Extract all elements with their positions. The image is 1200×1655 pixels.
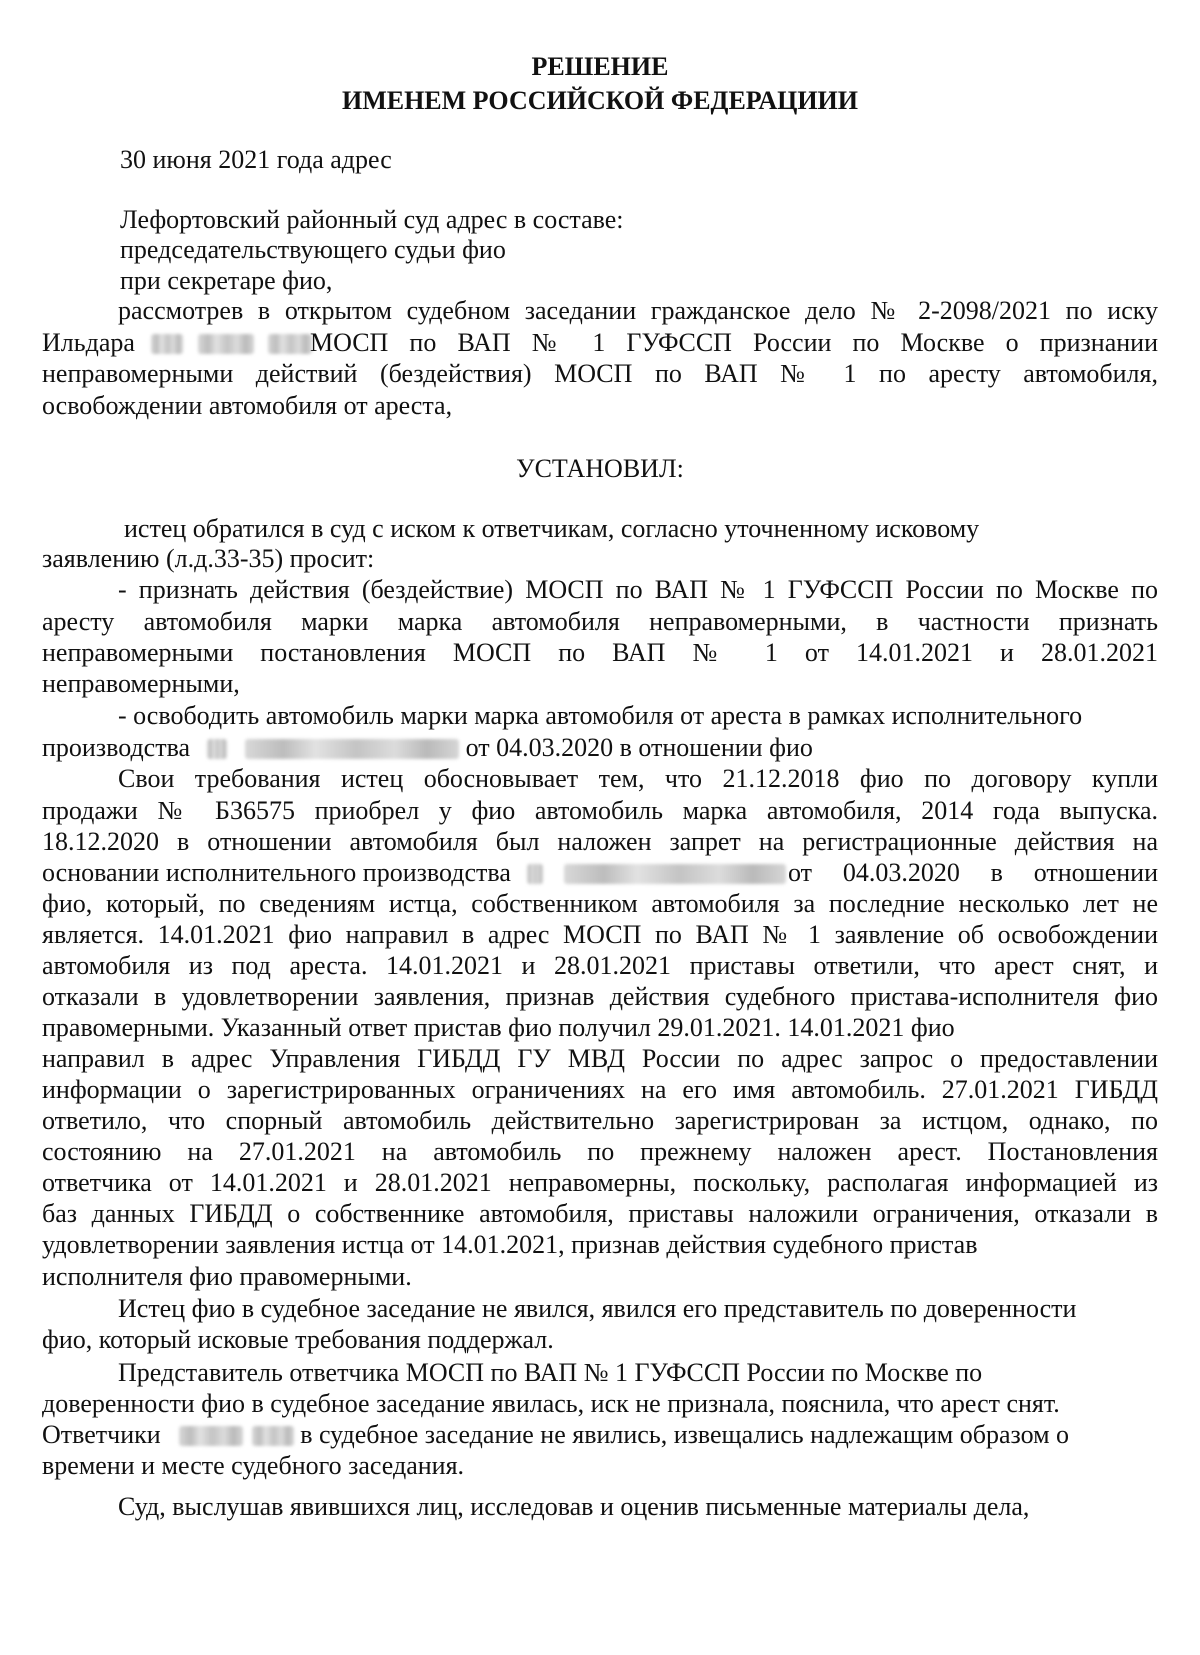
case-line-3: неправомерными действий (бездействия) МОСП по ВАП № 1 по аресту автомобиля, bbox=[42, 359, 1158, 388]
redacted-defendant bbox=[179, 1426, 243, 1446]
case-line-4: освобождении автомобиля от ареста, bbox=[42, 391, 453, 420]
paragraph-line: отказали в удовлетворении заявления, признав действия судебного пристава-исполнителя фио bbox=[42, 982, 1158, 1011]
paragraph-line: удовлетворении заявления истца от 14.01.2021, признав действия судебного пристав bbox=[42, 1230, 978, 1259]
redacted-case-number bbox=[245, 739, 459, 759]
date-line: 30 июня 2021 года адрес bbox=[120, 145, 392, 174]
enforcement-date-text: от 04.03.2020 в отношении фио bbox=[465, 733, 813, 762]
paragraph-line: неправомерными постановления МОСП по ВАП № 1 от 14.01.2021 и 28.01.2021 bbox=[42, 638, 1158, 667]
paragraph-line: неправомерными, bbox=[42, 669, 240, 698]
redacted-surname bbox=[151, 334, 183, 354]
redacted-case-number bbox=[527, 864, 543, 884]
paragraph-line: ответчика от 14.01.2021 и 28.01.2021 неправомерны, поскольку, располагая информацией из bbox=[42, 1168, 1158, 1197]
paragraph-line: Истец фио в судебное заседание не явился, явился его представитель по доверенности bbox=[118, 1294, 1077, 1323]
paragraph-line bbox=[42, 856, 786, 890]
paragraph-line: доверенности фио в судебное заседание явилась, иск не признала, пояснила, что арест снят. bbox=[42, 1389, 1060, 1418]
paragraph-line: фио, который, по сведениям истца, собственником автомобиля за последние несколько лет не bbox=[42, 889, 1158, 918]
defendants-text: в судебное заседание не явились, извещались надлежащим образом о bbox=[300, 1420, 1070, 1449]
paragraph-line: направил в адрес Управления ГИБДД ГУ МВД России по адрес запрос о предоставлении bbox=[42, 1044, 1158, 1073]
redacted-patronymic bbox=[198, 334, 254, 354]
case-line-2-rest: МОСП по ВАП № 1 ГУФССП России по Москве о признании bbox=[310, 328, 1158, 357]
judge-line: председательствующего судьи фио bbox=[120, 235, 506, 264]
paragraph-line-rest: от 04.03.2020 в отношении bbox=[788, 858, 1158, 887]
paragraph-line: Свои требования истец обосновывает тем, что 21.12.2018 фио по договору купли bbox=[118, 764, 1158, 793]
paragraph-line: времени и месте судебного заседания. bbox=[42, 1451, 465, 1480]
enforcement-label: основании исполнительного производства bbox=[42, 858, 511, 887]
paragraph-line: является. 14.01.2021 фио направил в адрес МОСП по ВАП № 1 заявление об освобождении bbox=[42, 920, 1158, 949]
document-title: РЕШЕНИЕ bbox=[531, 52, 669, 81]
paragraph-line: Представитель ответчика МОСП по ВАП № 1 ГУФССП России по Москве по bbox=[118, 1358, 983, 1387]
redacted-case-number bbox=[564, 864, 786, 884]
paragraph-line: состоянию на 27.01.2021 на автомобиль по прежнему наложен арест. Постановления bbox=[42, 1137, 1158, 1166]
paragraph-line: аресту автомобиля марки марка автомобиля неправомерными, в частности признать bbox=[42, 607, 1158, 636]
paragraph-line: Суд, выслушав явившихся лиц, исследовав и оценив письменные материалы дела, bbox=[118, 1492, 1030, 1521]
paragraph-line: 18.12.2020 в отношении автомобиля был наложен запрет на регистрационные действия на bbox=[42, 827, 1158, 856]
paragraph-line: - освободить автомобиль марки марка автомобиля от ареста в рамках исполнительного bbox=[118, 701, 1083, 730]
paragraph-line: баз данных ГИБДД о собственнике автомобиля, приставы наложили ограничения, отказали в bbox=[42, 1199, 1158, 1228]
paragraph-line: исполнителя фио правомерными. bbox=[42, 1262, 412, 1291]
plaintiff-name-text: Ильдара bbox=[42, 328, 135, 357]
document-subtitle: ИМЕНЕМ РОССИЙСКОЙ ФЕДЕРАЦИИИ bbox=[341, 86, 859, 115]
secretary-line: при секретаре фио, bbox=[120, 266, 333, 295]
paragraph-line: автомобиля из под ареста. 14.01.2021 и 28.01.2021 приставы ответили, что арест снят, и bbox=[42, 951, 1158, 980]
paragraph-line: заявлению (л.д.33-35) просит: bbox=[42, 544, 375, 573]
paragraph-line: продажи № Б36575 приобрел у фио автомобиль марка автомобиля, 2014 года выпуска. bbox=[42, 796, 1158, 825]
redacted-initial bbox=[268, 334, 312, 354]
redacted-defendant bbox=[252, 1426, 294, 1446]
defendants-label: Ответчики bbox=[42, 1420, 161, 1449]
case-line-2 bbox=[42, 326, 312, 360]
paragraph-line bbox=[42, 731, 813, 765]
court-line: Лефортовский районный суд адрес в составе: bbox=[120, 205, 624, 234]
paragraph-line: фио, который исковые требования поддержал. bbox=[42, 1325, 554, 1354]
paragraph-line: ответило, что спорный автомобиль действительно зарегистрирован за истцом, однако, по bbox=[42, 1106, 1158, 1135]
section-heading: УСТАНОВИЛ: bbox=[516, 454, 684, 483]
paragraph-line: - признать действия (бездействие) МОСП по ВАП № 1 ГУФССП России по Москве по bbox=[118, 575, 1158, 604]
paragraph-line: информации о зарегистрированных ограничениях на его имя автомобиль. 27.01.2021 ГИБДД bbox=[42, 1075, 1158, 1104]
paragraph-line bbox=[42, 1418, 1069, 1452]
redacted-case-number bbox=[207, 739, 227, 759]
paragraph-line: истец обратился в суд с иском к ответчикам, согласно уточненному исковому bbox=[124, 514, 980, 543]
case-line-1: рассмотрев в открытом судебном заседании гражданское дело № 2-2098/2021 по иску bbox=[118, 296, 1158, 325]
paragraph-line: правомерными. Указанный ответ пристав фио получил 29.01.2021. 14.01.2021 фио bbox=[42, 1013, 955, 1042]
enforcement-label: производства bbox=[42, 733, 191, 762]
